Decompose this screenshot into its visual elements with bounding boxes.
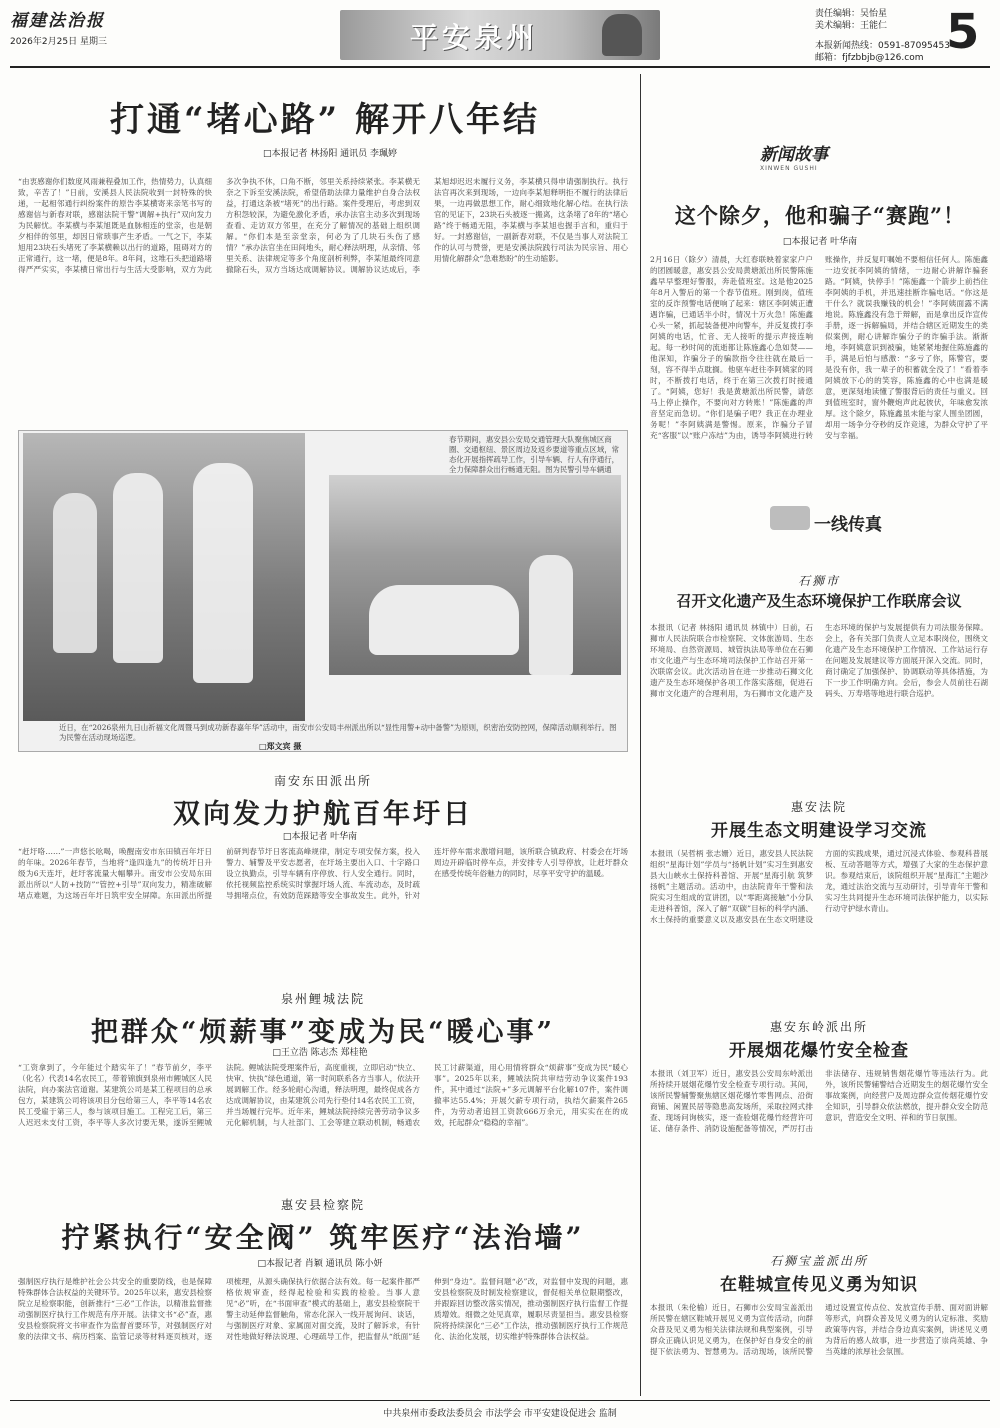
huian-court-headline: 开展生态文明建设学习交流 [711, 821, 927, 841]
officer-figure [193, 463, 253, 683]
huian-court-kicker: 惠安法院 [790, 800, 847, 814]
feature-byline: □本报记者 叶华南 [782, 237, 858, 247]
car-figure [369, 585, 519, 655]
shishi-body: 本报讯（记者 林扬阳 通讯员 林镇中）日前，石狮市人民法院联合市检察院、文体旅游局、生态环境局、自然资源局、城管执法局等单位在石狮市文化遗产与生态环境司法保护工作站召开第一次联席会议。此次活动旨在进一步推动石狮文化遗产及生态环境保护各项工作落实落细，促进石狮市文化遗产的合理利用，为石狮市文化遗产及生态环境的保护与发展提供有力司法服务保障。会上，各有关部门负责人立足本职岗位，围绕文化遗产及生态环境保护工作情况、工作站运行存在问题及发展建议等方面展开深入交流。同时，商讨确定了加强保护、协调联动等具体措施，为下一步工作明确方向。会后，参会人员前往石湖码头、万寿塔等地进行联合巡护。 [650, 623, 988, 698]
photo-caption-bottom: 近日，在“2026泉州九日山祈福文化周暨马到成功新春嘉年华”活动中，南安市公安局丰州派出所以“显性用警+动中备警”为原则，织密治安防控网，保障活动顺利举行。图为民警在活动现场巡逻。 [59, 723, 617, 742]
editor-name: 责任编辑：吴怡星 [815, 9, 888, 19]
traffic-photo [329, 475, 621, 675]
licheng-byline: □王立浩 陈志杰 郑桂艳 [272, 1048, 368, 1058]
editor-credits [815, 8, 887, 32]
dongling-kicker: 惠安东岭派出所 [769, 1020, 868, 1034]
licheng-body: “工资拿到了，今年能过个踏实年了！”春节前夕，李平（化名）代表14名农民工，带着锦旗到泉州市鲤城区人民法院，向办案法官道谢。某建筑公司是某工程项目的总承包方，某建筑公司将该项目分包给第三人，李平等14名农民工受雇于第三人，参与该项目施工。工程完工后，第三人迟迟未支付工资，李平等人多次讨要无果，遂诉至鲤城法院。鲤城法院受理案件后，高度重视，立即启动“快立、快审、快执”绿色通道，第一时间联系各方当事人，依法开展调解工作。经多轮耐心沟通，释法明理，最终促成各方达成调解协议，由某建筑公司先行垫付14名农民工工资，并当场履行完毕。近年来，鲤城法院持续完善劳动争议多元化解机制，与人社部门、工会等建立联动机制，畅通农民工讨薪渠道，用心用情将群众“烦薪事”变成为民“暖心事”。2025年以来，鲤城法院共审结劳动争议案件193件，其中通过“法院+”多元调解平台化解107件，案件调撤率达55.4%；开展欠薪专项行动，执结欠薪案件265件，为劳动者追回工资款666万余元，用实实在在的成效，托起群众“稳稳的幸福”。 [18, 1063, 628, 1127]
photo-caption-top: 春节期间，惠安县公安局交通管理大队聚焦城区商圈、交通枢纽、景区周边及返乡要道等重点区域，常态化开展指挥疏导工作，引导车辆、行人有序通行，全力保障群众出行畅通无阻。图为民警引导车辆通 [449, 435, 619, 474]
feature-headline: 这个除夕，他和骗子“赛跑”！ [674, 203, 966, 228]
huian-court-body: 本报讯（吴哲柄 张志姗）近日，惠安县人民法院组织“星海计划”学员与“扬帆计划”实习生到惠安县大山峡水土保持科普馆、开展“星海引航 筑梦扬帆”主题活动。活动中，由法院青年干警和法院实习生组成的宣讲团，以“零距离接触”小分队走进科普馆，深入了解“双碳”目标的科学内涵、水土保持的重要意义以及惠安县在生态文明建设方面的实践成果，通过沉浸式体验、参观科普展板、互动答题等方式，增强了大家的生态保护意识。参观结束后，该院组织开展“星海汇”主题沙龙，通过法治交流与互动研讨，引导青年干警和实习生共同提升生态环境司法保护能力，以实际行动守护绿水青山。 [650, 849, 988, 924]
footer-text: 中共泉州市委政法委员会 市法学会 市平安建设促进会 监制 [383, 1409, 617, 1419]
hotline: 本报新闻热线：0591-87095453 [815, 41, 950, 51]
licheng-kicker: 泉州鲤城法院 [280, 992, 365, 1006]
huian-proc-kicker: 惠安县检察院 [280, 1198, 365, 1212]
art-editor-name: 美术编辑：王能仁 [815, 21, 888, 31]
issue-date: 2026年2月25日 星期三 [10, 37, 107, 47]
officer-figure [529, 555, 573, 675]
footer-rule [10, 1400, 990, 1401]
brief-section-title: 一线传真 [814, 515, 882, 535]
photo-block [18, 430, 628, 752]
section-title: 平安泉州 [410, 21, 539, 54]
baogai-body: 本报讯（朱伦榆）近日，石狮市公安局宝盖派出所民警在辖区鞋城开展见义勇为宣传活动，向群众普及见义勇为相关法律法规和典型案例，引导群众正确认识见义勇为，在保护好自身安全的前提下依法勇为、智慧勇为。活动现场，该所民警通过设置宣传点位、发放宣传手册、面对面讲解等形式，向群众普及见义勇为的认定标准、奖励政策等内容，并结合身边真实案例，讲述见义勇为背后的感人故事，进一步营造了崇尚英雄、争当英雄的浓厚社会氛围。 [650, 1303, 988, 1356]
patrol-photo [23, 433, 305, 721]
section-banner [340, 10, 660, 60]
masthead-divider [10, 66, 990, 68]
shishi-kicker: 石狮市 [797, 574, 840, 588]
dongling-body: 本报讯（刘卫军）近日，惠安县公安局东岭派出所持续开展烟花爆竹安全检查专项行动。其间，该所民警辅警聚焦辖区烟花爆竹零售网点、沿街商铺、闲置民居等隐患高发场所，采取拉网式排查、现场问询核实，逐一查验烟花爆竹经营许可证、储存条件、消防设施配备等情况，严厉打击非法储存、违规销售烟花爆竹等违法行为。此外，该所民警辅警结合近期发生的烟花爆竹安全事故案例，向经营户及周边群众宣传烟花爆竹安全知识，引导群众依法燃放，提升群众安全防范意识，营造安全文明、祥和的节日氛围。 [650, 1069, 988, 1133]
dongling-headline: 开展烟花爆竹安全检查 [729, 1041, 909, 1061]
huian-proc-body: 强制医疗执行是维护社会公共安全的重要防线，也是保障特殊群体合法权益的关键环节。2025年以来，惠安县检察院立足检察职能，创新推行“三必”工作法，以精准监督推动强制医疗执行工作规范有序开展。法律文书“必”查，惠安县检察院将文书审查作为监督首要环节，对强制医疗对象的法律文书、病历档案、监管记录等材料逐页核对，逐项梳理，从源头确保执行依据合法有效。每一起案件都严格依规审查，经得起检验和实践的检验。当事人意见“必”听，在“书面审查”模式的基础上，惠安县检察院干警主动延伸监督触角，常态化深入一线开展询问、谈话，与强制医疗对象、家属面对面交流，及时了解诉求，有针对性地做好释法说理、心理疏导工作，把监督从“纸面”延伸到“身边”。监督问题“必”改，对监督中发现的问题，惠安县检察院及时制发检察建议，督促相关单位限期整改，并跟踪回访整改落实情况，推动强制医疗执行监督工作提质增效。细微之处见真章，履职尽责显担当。惠安县检察院将持续深化“三必”工作法，推动强制医疗执行工作规范化、法治化发展，切实维护特殊群体合法权益。 [18, 1277, 628, 1341]
email: 邮箱：fjfzbbjb@126.com [815, 53, 924, 63]
page-number: 5 [946, 4, 980, 60]
nanan-headline: 双向发力护航百年圩日 [173, 799, 473, 830]
statue-icon [602, 14, 642, 56]
lead-byline: □本报记者 林扬阳 通讯员 李珮婷 [262, 149, 398, 159]
news-story-title: 新闻故事 [760, 145, 828, 165]
huian-proc-headline: 拧紧执行“安全阀” 筑牢医疗“法治墙” [61, 1221, 585, 1254]
photo-credit-bottom: □郑文宾 摄 [259, 742, 302, 751]
shishi-headline: 召开文化遗产及生态环境保护工作联席会议 [676, 592, 962, 610]
feature-body: 2月16日（除夕）清晨，大红春联映着家家户户的团圆暖意，惠安县公安局黄塘派出所民警陈施鑫早早整理好警服，奔赴值班室。这是他2025年8月入警后的第一个春节值班。刚到岗，值班室的反诈预警电话便响了起来：辖区李阿姨正遭遇诈骗，已通话半小时，情况十万火急！陈施鑫心头一紧，抓起装备便冲向警车，并反复拨打李阿姨的电话，忙音、无人接听的提示声接连响起。每一秒时间的流逝都让陈施鑫心急如焚——他深知，诈骗分子的骗款指令往往就在最后一刻，容不得半点耽搁。他驱车赶往李阿姨家的同时，不断拨打电话，终于在第三次拨打时接通了。“阿姨，您好！我是黄塘派出所民警，请您马上停止操作，不要向对方转账！”陈施鑫的声音坚定而急切。“你们是骗子吧？我正在办理业务呢！”李阿姨满是警惕。原来，诈骗分子冒充“客服”以“账户冻结”为由，诱导李阿姨进行转账操作，并反复叮嘱她不要相信任何人。陈施鑫一边安抚李阿姨的情绪，一边耐心讲解诈骗套路。“阿姨，快停手！”陈施鑫一个箭步上前挡住李阿姨的手机，并迅速挂断诈骗电话。“你这是干什么？就误我赚钱的机会！”李阿姨面露不满地说。陈施鑫没有急于辩解，而是拿出反诈宣传手册，逐一拆解骗局，并结合辖区近期发生的类似案例，耐心讲解诈骗分子的诈骗手法。渐渐地，李阿姨意识到被骗，她紧紧地握住陈施鑫的手，满是后怕与感激：“多亏了你，陈警官，要是没有你，我一辈子的积蓄就全没了！”看着李阿姨放下心的的笑容，陈施鑫的心中也满是暖意，更深刻地读懂了警服背后的责任与重义。回到值班室时，窗外鞭炮声此起彼伏，年味愈发浓厚。这个除夕，陈施鑫虽未能与家人围坐团圆，却用一场争分夺秒的反诈竞速，为群众守护了平安与幸福。 [650, 255, 988, 440]
officer-figure [113, 473, 163, 663]
baogai-kicker: 石狮宝盖派出所 [769, 1254, 868, 1268]
nanan-kicker: 南安东田派出所 [273, 774, 372, 788]
column-divider [640, 74, 641, 1396]
huian-proc-byline: □本报记者 肖颖 通讯员 陈小妍 [257, 1259, 383, 1269]
lead-body: “由衷感谢你们数度风雨兼程叠加工作，热情势力，认真细致，辛苦了！”日前，安溪县人民法院收到一封特殊的快递，一起相邻通行纠纷案件的原告李某横寄来亲笔书写的感谢信与新春对联，感谢法院干警“调解+执行”双向发力为民解忧。李某横与李某旭既是血脉相连的堂亲，也是朝夕相伴的邻里，却因日常琐事产生矛盾。一气之下，李某旭用23块石头堵死了李某横赖以出行的道路，阻碍对方的正常通行，这一堵，便是8年。8年间，这堆石头把道路堵得严严实实，李某横日常出行与生活大受影响，双方为此多次争执不休，口角不断，邻里关系持续紧张。李某横无奈之下诉至安溪法院，希望借助法律力量维护自身合法权益，打通这条被“堵死”的出行路。案件受理后，考虑到双方积怨较深，为避免激化矛盾，承办法官主动多次到现场查看、走访双方邻里，在充分了解情况的基础上组织调解。“你们本是至亲堂亲，何必为了几块石头伤了感情？”承办法官坐在田间地头，耐心释法明理，从亲情、邻里关系、法律规定等多个角度剖析利弊，李某旭最终同意撤除石头，双方当场达成调解协议。调解协议达成后，李某旭却迟迟未履行义务，李某横只得申请强制执行。执行法官再次来到现场，一边向李某旭释明拒不履行的法律后果，一边再做思想工作，耐心细致地化解心结。在执行法官的见证下，23块石头被逐一搬离，这条堵了8年的“堵心路”终于畅通无阻，李某横与李某旭也握手言和，重归于好。一封感谢信，一副新春对联，不仅是当事人对法院工作的认可与赞誉，更是安溪法院践行司法为民宗旨、用心用情化解群众“急难愁盼”的生动缩影。 [18, 177, 628, 274]
contact-info [815, 40, 950, 64]
nanan-byline: □本报记者 叶华南 [282, 832, 358, 842]
licheng-headline: 把群众“烦薪事”变成为民“暖心事” [90, 1017, 556, 1048]
lead-headline: 打通“堵心路” 解开八年结 [110, 100, 540, 140]
news-story-section-head [760, 140, 828, 172]
phone-icon [770, 506, 810, 530]
officer-figure [53, 493, 97, 653]
baogai-headline: 在鞋城宣传见义勇为知识 [720, 1275, 918, 1295]
nanan-body: “赶圩咯……”一声悠长吆喝，唤醒南安市东田镇百年圩日的年味。2026年春节，当地将“逢四逢九”的传统圩日升级为6天连圩，赶圩客流量大幅攀升。南安市公安局东田派出所以“人防+技防”“管控+引导”双向发力，精准破解堵点难题，为这场百年圩日筑牢安全屏障。东田派出所提前研判春节圩日客流高峰规律，制定专项安保方案，投入警力、辅警及平安志愿者，在圩场主要出入口、十字路口设立执勤点，引导车辆有序停放、行人安全通行。同时，依托视频监控系统实时掌握圩场人流、车流动态，及时疏导拥堵点位，有效防范踩踏等安全事故发生。此外，针对连圩停车需求激增问题，该所联合镇政府、村委会在圩场周边开辟临时停车点，并安排专人引导停放，让赶圩群众在感受传统年俗魅力的同时，尽享平安守护的温暖。 [18, 847, 628, 900]
news-story-sub: XINWEN GUSHI [760, 165, 818, 172]
newspaper-logo: 福建法治报 [10, 11, 105, 31]
